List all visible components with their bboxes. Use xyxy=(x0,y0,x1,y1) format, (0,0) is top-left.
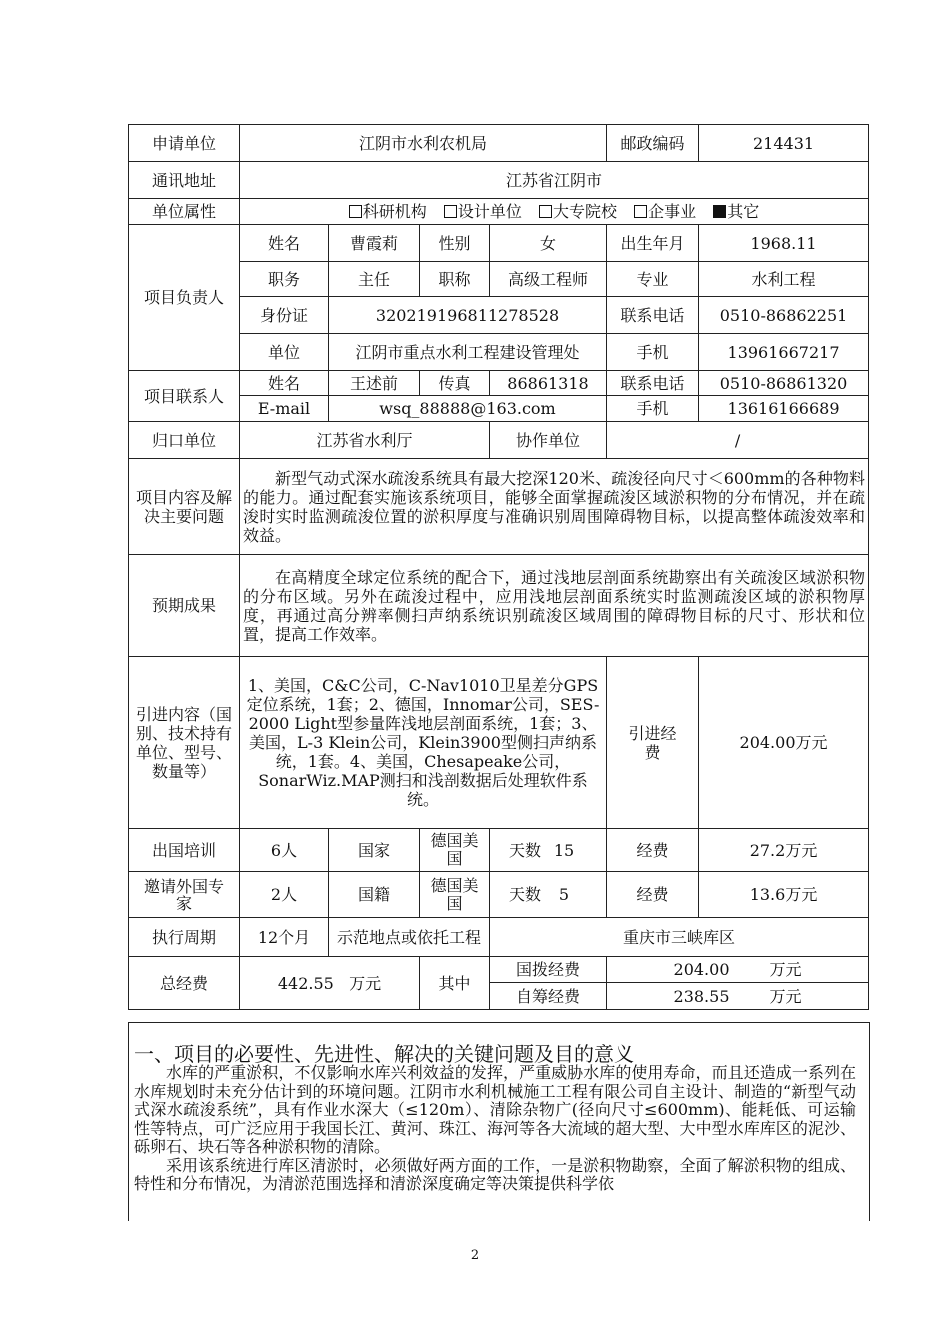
total-label: 总经费 xyxy=(129,957,240,1010)
training-label: 出国培训 xyxy=(129,829,240,872)
row-content xyxy=(129,459,869,555)
contact-phone: 0510-86861320 xyxy=(699,371,869,396)
checkbox-icon xyxy=(444,205,457,218)
leader-label: 项目负责人 xyxy=(129,225,240,371)
supervisor-label: 归口单位 xyxy=(129,422,240,459)
row-supervisor xyxy=(129,422,869,459)
row-leader-2 xyxy=(129,262,869,297)
row-unit-type xyxy=(129,199,869,225)
section-body xyxy=(134,1044,856,1194)
import-fee-label: 引进经费 xyxy=(607,657,699,829)
supervisor-value: 江苏省水利厅 xyxy=(240,422,490,459)
coop-unit-value: / xyxy=(607,422,869,459)
total-unit: 万元 xyxy=(349,973,382,993)
invite-country: 德国美国 xyxy=(420,872,490,918)
contact-email-label: E-mail xyxy=(240,396,329,422)
training-country-label: 国家 xyxy=(329,829,420,872)
period-label: 执行周期 xyxy=(129,918,240,957)
leader-gender-label: 性别 xyxy=(420,225,490,262)
self-fund-cell xyxy=(607,983,869,1010)
leader-gender: 女 xyxy=(490,225,607,262)
state-fund-value: 204.00 xyxy=(673,960,730,979)
invite-people: 2人 xyxy=(240,872,329,918)
leader-mobile: 13961667217 xyxy=(699,334,869,371)
option-other[interactable]: 其它 xyxy=(713,202,759,221)
expected-label: 预期成果 xyxy=(129,555,240,657)
option-research[interactable]: 科研机构 xyxy=(349,202,427,221)
contact-phone-label: 联系电话 xyxy=(607,371,699,396)
leader-title-label: 职称 xyxy=(420,262,490,297)
state-fund-label: 国拨经费 xyxy=(490,957,607,983)
leader-birth: 1968.11 xyxy=(699,225,869,262)
leader-post-label: 职务 xyxy=(240,262,329,297)
leader-birth-label: 出生年月 xyxy=(607,225,699,262)
leader-major-label: 专业 xyxy=(607,262,699,297)
invite-days: 5 xyxy=(558,885,570,904)
row-address xyxy=(129,162,869,199)
checkbox-checked-icon xyxy=(713,205,726,218)
address-value: 江苏省江阴市 xyxy=(240,162,869,199)
leader-post: 主任 xyxy=(329,262,420,297)
training-country: 德国美国 xyxy=(420,829,490,872)
self-fund-unit: 万元 xyxy=(769,986,802,1006)
self-fund-value: 238.55 xyxy=(673,986,730,1006)
self-fund-label: 自筹经费 xyxy=(490,983,607,1010)
unit-type-label: 单位属性 xyxy=(129,199,240,225)
contact-fax: 86861318 xyxy=(490,371,607,396)
leader-major: 水利工程 xyxy=(699,262,869,297)
checkbox-icon xyxy=(349,205,362,218)
invite-days-label: 天数 xyxy=(509,885,542,904)
row-contact-1 xyxy=(129,371,869,396)
leader-unit-label: 单位 xyxy=(240,334,329,371)
leader-unit: 江阴市重点水利工程建设管理处 xyxy=(329,334,607,371)
row-leader-3 xyxy=(129,297,869,334)
checkbox-icon xyxy=(634,205,647,218)
content-label: 项目内容及解决主要问题 xyxy=(129,459,240,555)
option-enterprise[interactable]: 企事业 xyxy=(634,202,696,221)
leader-name: 曹霞莉 xyxy=(329,225,420,262)
total-value-cell xyxy=(240,957,420,1010)
contact-mobile: 13616166689 xyxy=(699,396,869,422)
leader-id-label: 身份证 xyxy=(240,297,329,334)
contact-label: 项目联系人 xyxy=(129,371,240,422)
content-text: 新型气动式深水疏浚系统具有最大挖深120米、疏浚径向尺寸＜600mm的各种物料的能力。通过配套实施该系统项目，能够全面掌握疏浚区域淤积物的分布情况，并在疏浚时实时监测疏浚位置的淤积厚度与准确识别周围障碍物目标，以提高整体疏浚效率和效益。 xyxy=(243,468,866,545)
section-paragraph-1: 水库的严重淤积，不仅影响水库兴利效益的发挥，严重威胁水库的使用寿命，而且还造成一系列在水库规划时未充分估计到的环境问题。江阴市水利机械施工工程有限公司自主设计、制造的“新型气动式深水疏浚系统”，具有作业水深大（≤120m）、清除杂物广(径向尺寸≤600mm)、能耗低、可运输性等特点，可广泛应用于我国长江、黄河、珠江、海河等各大流域的超大型、大中型水库库区的泥沙、砾卵石、块石等各种淤积物的清除。 xyxy=(134,1063,856,1156)
leader-mobile-label: 手机 xyxy=(607,334,699,371)
import-fee: 204.00万元 xyxy=(699,657,869,829)
invite-label: 邀请外国专家 xyxy=(129,872,240,918)
training-days-label: 天数 xyxy=(509,840,542,860)
leader-name-label: 姓名 xyxy=(240,225,329,262)
row-leader-4 xyxy=(129,334,869,371)
section-heading: 一、项目的必要性、先进性、解决的关键问题及目的意义 xyxy=(134,1042,634,1066)
row-import xyxy=(129,657,869,829)
necessity-section xyxy=(128,1022,870,1221)
leader-phone: 0510-86862251 xyxy=(699,297,869,334)
invite-fee-label: 经费 xyxy=(607,872,699,918)
total-value: 442.55 xyxy=(277,973,334,993)
contact-name: 王述前 xyxy=(329,371,420,396)
row-applicant xyxy=(129,125,869,162)
state-fund-cell xyxy=(607,957,869,983)
contact-fax-label: 传真 xyxy=(420,371,490,396)
coop-unit-label: 协作单位 xyxy=(490,422,607,459)
leader-id: 320219196811278528 xyxy=(329,297,607,334)
leader-phone-label: 联系电话 xyxy=(607,297,699,334)
application-form-table xyxy=(128,124,869,1010)
page-number: 2 xyxy=(470,1248,480,1263)
expected-text-cell xyxy=(240,555,869,657)
row-invite xyxy=(129,872,869,918)
training-people: 6人 xyxy=(240,829,329,872)
row-training xyxy=(129,829,869,872)
option-college[interactable]: 大专院校 xyxy=(539,202,617,221)
training-days: 15 xyxy=(553,840,575,860)
row-expected xyxy=(129,555,869,657)
row-leader-1 xyxy=(129,225,869,262)
row-total-1 xyxy=(129,957,869,983)
import-label: 引进内容（国别、技术持有单位、型号、数量等） xyxy=(129,657,240,829)
row-period xyxy=(129,918,869,957)
postal-code-label: 邮政编码 xyxy=(607,125,699,162)
postal-code-value: 214431 xyxy=(699,125,869,162)
site-value: 重庆市三峡库区 xyxy=(490,918,869,957)
leader-title: 高级工程师 xyxy=(490,262,607,297)
of-label: 其中 xyxy=(420,957,490,1010)
training-fee: 27.2万元 xyxy=(699,829,869,872)
checkbox-icon xyxy=(539,205,552,218)
applicant-unit-label: 申请单位 xyxy=(129,125,240,162)
contact-email: wsq_88888@163.com xyxy=(329,396,607,422)
state-fund-unit: 万元 xyxy=(769,960,802,979)
site-label: 示范地点或依托工程 xyxy=(329,918,490,957)
contact-name-label: 姓名 xyxy=(240,371,329,396)
expected-text: 在高精度全球定位系统的配合下，通过浅地层剖面系统勘察出有关疏浚区域淤积物的分布区域。另外在疏浚过程中，应用浅地层剖面系统实时监测疏浚区域的淤积物厚度，再通过高分辨率侧扫声纳系统识别疏浚区域周围的障碍物目标的尺寸、形状和位置，提高工作效率。 xyxy=(243,567,866,644)
option-design[interactable]: 设计单位 xyxy=(444,202,522,221)
applicant-unit-value: 江阴市水利农机局 xyxy=(240,125,607,162)
invite-fee: 13.6万元 xyxy=(699,872,869,918)
invite-country-label: 国籍 xyxy=(329,872,420,918)
unit-type-options xyxy=(240,199,869,225)
period-value: 12个月 xyxy=(240,918,329,957)
import-text: 1、美国，C&C公司，C-Nav1010卫星差分GPS定位系统，1套；2、德国，Innomar公司，SES-2000 Light型参量阵浅地层剖面系统，1套；3、美国，L-3 Klein公司，Klein3900型侧扫声纳系统，1套。4、美国，Chesapeake公司，SonarWiz.MAP测扫和浅剖数据后处理软件系统。 xyxy=(240,657,607,829)
content-text-cell xyxy=(240,459,869,555)
invite-days-cell xyxy=(490,872,607,918)
training-fee-label: 经费 xyxy=(607,829,699,872)
training-days-cell xyxy=(490,829,607,872)
address-label: 通讯地址 xyxy=(129,162,240,199)
section-paragraph-2: 采用该系统进行库区清淤时，必须做好两方面的工作，一是淤积物勘察，全面了解淤积物的组成、特性和分布情况，为清淤范围选择和清淤深度确定等决策提供科学依 xyxy=(134,1155,856,1193)
row-contact-2 xyxy=(129,396,869,422)
contact-mobile-label: 手机 xyxy=(607,396,699,422)
